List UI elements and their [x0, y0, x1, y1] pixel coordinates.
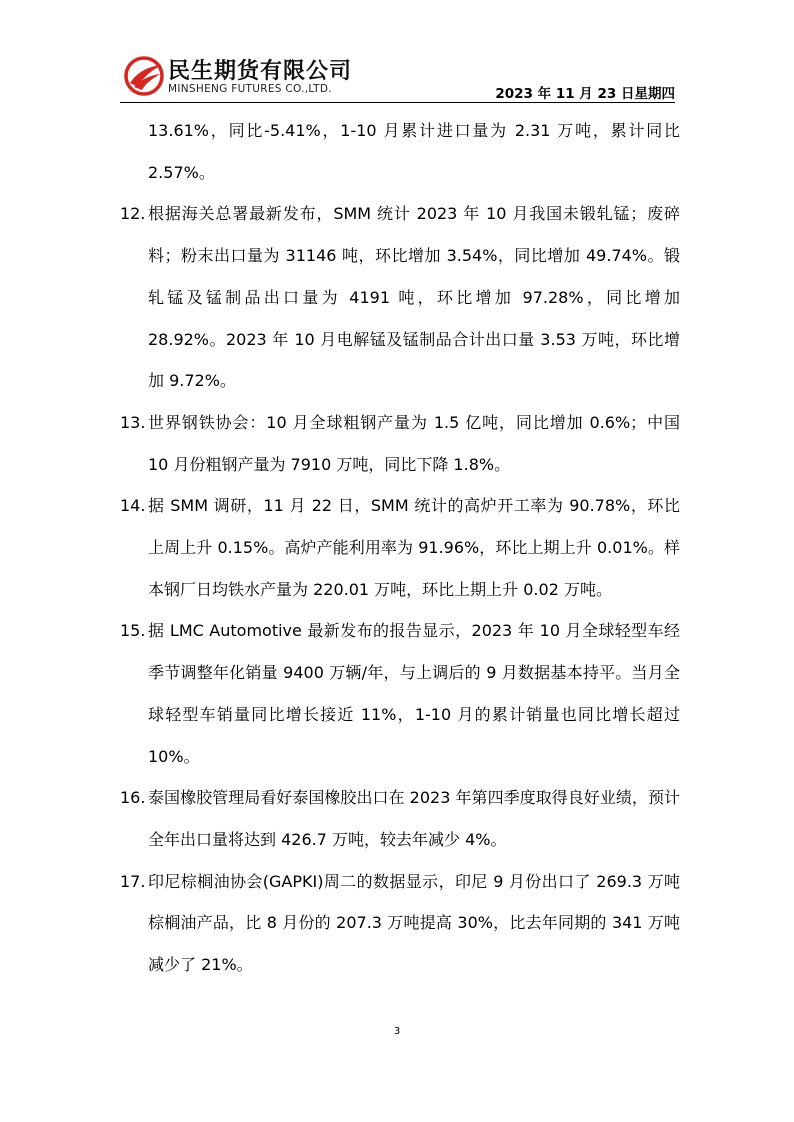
item-number: 17. — [120, 871, 146, 891]
news-item — [120, 777, 680, 860]
item-11-continuation: 13.61%，同比-5.41%，1-10 月累计进口量为 2.31 万吨，累计同比 2.57%。 — [148, 121, 680, 182]
item-number: 15. — [120, 621, 146, 641]
item-number: 14. — [120, 496, 146, 516]
item-number: 16. — [120, 788, 146, 808]
news-item — [120, 610, 680, 777]
page-header — [120, 50, 675, 103]
header-date: 2023 年 11 月 23 日星期四 — [495, 86, 675, 102]
item-text: 据 SMM 调研，11 月 22 日，SMM 统计的高炉开工率为 90.78%，环比上周上升 0.15%。高炉产能利用率为 91.96%，环比上期上升 0.01%。样本钢厂日均铁水产量为 220.01 万吨，环比上期上升 0.02 万吨。 — [148, 496, 680, 599]
item-text: 印尼棕榈油协会(GAPKI)周二的数据显示，印尼 9 月份出口了 269.3 万吨棕榈油产品，比 8 月份的 207.3 万吨提高 30%，比去年同期的 341 万吨减少了 21%。 — [148, 871, 680, 975]
item-number: 12. — [120, 204, 146, 224]
company-logo-icon — [124, 56, 164, 96]
item-text: 世界钢铁协会：10 月全球粗钢产量为 1.5 亿吨，同比增加 0.6%；中国 10 月份粗钢产量为 7910 万吨，同比下降 1.8%。 — [148, 412, 680, 474]
news-item — [120, 402, 680, 485]
page-number: 3 — [393, 1026, 401, 1037]
news-item — [120, 193, 680, 402]
item-text: 根据海关总署最新发布，SMM 统计 2023 年 10 月我国未锻轧锰；废碎料；粉末出口量为 31146 吨，环比增加 3.54%，同比增加 49.74%。锻轧锰及锰制品出口量为 4191 吨，环比增加 97.28%，同比增加 28.92%。2023 年 10 月电解锰及锰制品合计出口量 3.53 万吨，环比增加 9.72%。 — [148, 204, 680, 391]
news-item — [120, 485, 680, 610]
news-list — [120, 110, 680, 986]
news-item — [120, 861, 680, 986]
item-text: 据 LMC Automotive 最新发布的报告显示，2023 年 10 月全球轻型车经季节调整年化销量 9400 万辆/年，与上调后的 9 月数据基本持平。当月全球轻型车销量同比增长接近 11%，1-10 月的累计销量也同比增长超过 10%。 — [148, 621, 680, 766]
company-name-en: MINSHENG FUTURES CO.,LTD. — [168, 83, 332, 95]
item-number: 13. — [120, 412, 146, 432]
company-name-cn: 民生期货有限公司 — [168, 59, 353, 84]
item-text: 泰国橡胶管理局看好泰国橡胶出口在 2023 年第四季度取得良好业绩，预计全年出口量将达到 426.7 万吨，较去年减少 4%。 — [148, 788, 680, 849]
